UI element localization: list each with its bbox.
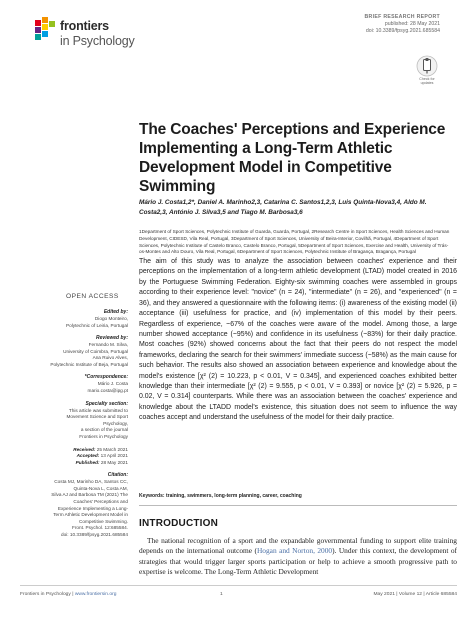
citation: Costa MJ, Marinho DA, Santos CC, Quinta-Nova L, Costa AM, Silva AJ and Barbosa TM (2021) The Coaches' Perceptions and Experience Implementing a Long- Term Athletic Development Model in Competitive Swimming. Front. Psychol. 12:685584. doi: 10.3389/fpsyg.2021.685584 — [51, 479, 128, 537]
journal-logo[interactable] — [34, 15, 154, 55]
section-divider — [139, 505, 457, 506]
intro-text-part1: The national recognition of a sport and the expandable governmental funding to support elite training depends on the international outcome ( — [139, 536, 457, 556]
article-sidebar — [20, 309, 128, 544]
reviewed-by: Fernando M. Silva, University of Coimbra, Portugal Ana Ruivo Alves, Polytechnic Institute of Beja, Portugal — [50, 342, 128, 367]
article-type: BRIEF RESEARCH REPORT — [364, 14, 440, 20]
footer-journal: Frontiers in Psychology | www.frontiersin.org — [20, 592, 117, 597]
brand-name: frontiers — [60, 19, 109, 33]
footer-divider — [20, 585, 457, 586]
footer-volume: May 2021 | Volume 12 | Article 685584 — [373, 592, 457, 597]
check-for-updates-label: Check for updates — [419, 77, 435, 85]
published-date: published: 28 May 2021 — [384, 21, 440, 28]
keywords-label: Keywords: — [139, 493, 165, 499]
footer-journal-name: Frontiers in Psychology — [20, 592, 71, 597]
citation-heading: Citation: — [107, 472, 128, 479]
affiliations — [139, 229, 454, 256]
received-label: Received: — [73, 446, 96, 452]
article-meta — [365, 14, 440, 35]
published-label: Published: — [75, 459, 100, 465]
specialty-heading: Specialty section: — [85, 400, 128, 407]
abstract: The aim of this study was to analyze the association between coaches' experience and their perceptions on the implementation of a long-term athletic development (LTAD) model created in 2016 by the Portuguese Swimming Federation. Eighty-six swimming coaches were assembled in groups according to their experience level: "novice" (n = 24), "intermediate" (n = 26), and "experienced" (n = 36), and they answered a questionnaire with the following items: (i) awareness of the existing model (ii) acceptance (iii) usefulness for practice, and (iv) implementation of this model by their peers. Regardless of experience, ~67% of the coaches were aware of the model. Among those, a large number showed acceptance (~95%) and confidence in its usefulness (~83%) for their daily practice. Most coaches (92%) showed concerns about the fact that their peers do not respect the model frameworks, declaring the search for their swimmers' immediate success (~58%) as the main cause for such behavior. The results also showed an association between experience and knowledge about the model's existence [χ² (2) = 10.223, p < 0.01, V = 0.345], and experienced coaches exhibited better knowledge than their intermediate [χ² (2) = 9.555, p < 0.01, V = 0.393] or novice [χ² (2) = 5.926, p = 0.02, V = 0.314] counterparts. While there was an association between the coaches' experience and knowledge about the LTADD model's existence, this situation does not seem to influence the way coaches accept and understand the usefulness of the model for their daily practice. — [139, 258, 457, 422]
published-date-sidebar: 28 May 2021 — [100, 459, 128, 465]
frontiers-logo-icon — [34, 17, 56, 47]
introduction-heading: INTRODUCTION — [139, 518, 219, 529]
accepted-label: Accepted: — [76, 453, 100, 459]
accepted-date: 13 April 2021 — [100, 453, 128, 459]
specialty-section: This article was submitted to Movement Science and Sport Psychology, a section of the journal Frontiers in Psychology — [66, 407, 128, 439]
keywords-text: training, swimmers, long-term planning, career, coaching — [165, 493, 302, 499]
check-for-updates-icon[interactable] — [416, 55, 438, 77]
article-dates — [20, 447, 128, 467]
doi[interactable]: doi: 10.3389/fpsyg.2021.685584 — [365, 28, 440, 35]
citation-link[interactable]: Hogan and Norton, 2000 — [256, 546, 333, 556]
edited-by: Diogo Monteiro, Polytechnic of Leiria, Portugal — [65, 316, 128, 328]
open-access-label: OPEN ACCESS — [66, 293, 119, 300]
intro-text-part2: ). Under this context, the development of strategies that would trigger larger sports participation or help to achieve a smooth progressive path to expertise is welcome. The Long-Term Athletic Development — [139, 546, 457, 577]
authors-text: Mário J. Costa1,2*, Daniel A. Marinho2,3, Catarina C. Santos1,2,3, Luis Quinta-Nova3,4, Aldo M. Costa2,3, António J. Silva3,5 and Tiago M. Barbosa3,6 — [139, 199, 427, 216]
journal-name: in Psychology — [60, 34, 135, 48]
edited-by-heading: Edited by: — [103, 309, 128, 315]
introduction-paragraph — [139, 536, 457, 577]
page-number: 1 — [220, 592, 223, 597]
keywords — [139, 493, 457, 499]
reviewed-by-heading: Reviewed by: — [96, 335, 128, 342]
footer-url[interactable]: www.frontiersin.org — [74, 592, 117, 597]
author-list — [139, 198, 449, 218]
correspondence-heading: *Correspondence: — [84, 374, 128, 381]
article-title: The Coaches' Perceptions and Experience Implementing a Long-Term Athletic Development Model in Competitive Swimming — [139, 121, 446, 196]
correspondence[interactable]: Mário J. Costa mario.costa@ipg.pt — [87, 381, 128, 394]
received-date: 25 March 2021 — [96, 446, 128, 452]
affiliation-text: 1Department of Sport Sciences, Polytechnic Institute of Guarda, Guarda, Portugal, 2Research Centre in Sport Sciences, Health Sciences and Human Development, CIDESD, Vila Real, Portugal, 3Department of Sport Sciences, University of Beira-Interior, Covilhã, Portugal, 4Department of Sport Sciences, Polytechnic Institute of Castelo Branco, Castelo Branco, Portugal, 5Department of Sport Sciences, Exercise and Health, University of Trás-os-Montes and Alto Douro, Vila Real, Portugal, 6Department of Sport Sciences, Polytechnic Institute of Bragança, Bragança, Portugal — [139, 229, 450, 255]
